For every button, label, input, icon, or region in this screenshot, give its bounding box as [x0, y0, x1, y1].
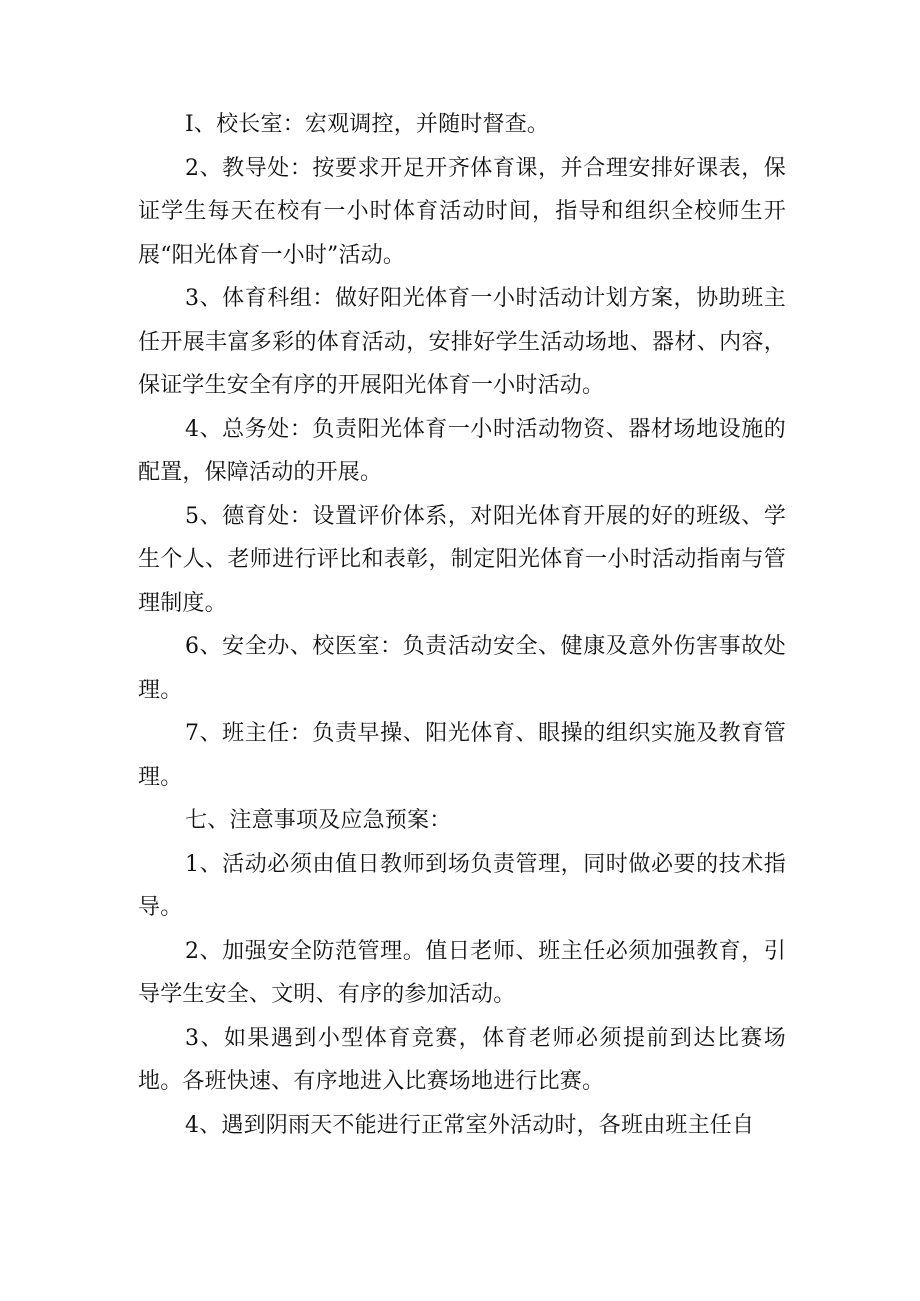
paragraph-general-affairs: 4、总务处：负责阳光体育一小时活动物资、器材场地设施的配置，保障活动的开展。 — [138, 416, 786, 485]
paragraph-precaution-3: 3、如果遇到小型体育竞赛，体育老师必须提前到达比赛场地。各班快速、有序地进入比赛场地进行比赛。 — [138, 1025, 786, 1094]
paragraph-pe-group: 3、体育科组：做好阳光体育一小时活动计划方案，协助班主任开展丰富多彩的体育活动，安排好学生活动场地、器材、内容，保证学生安全有序的开展阳光体育一小时活动。 — [138, 286, 786, 398]
paragraph-precaution-4: 4、遇到阴雨天不能进行正常室外活动时，各班由班主任自 — [185, 1112, 755, 1138]
paragraph-moral-education: 5、德育处：设置评价体系，对阳光体育开展的好的班级、学生个人、老师进行评比和表彰，制定阳光体育一小时活动指南与管理制度。 — [138, 503, 786, 616]
paragraph-principal-office: I、校长室：宏观调控，并随时督查。 — [185, 112, 550, 137]
paragraph-precaution-2: 2、加强安全防范管理。值日老师、班主任必须加强教育，引导学生安全、文明、有序的参加活动。 — [138, 938, 786, 1007]
document-body — [138, 103, 786, 1147]
paragraph-precaution-1: 1、活动必须由值日教师到场负责管理，同时做必要的技术指导。 — [138, 851, 786, 920]
paragraph-teaching-office: 2、教导处：按要求开足开齐体育课，并合理安排好课表，保证学生每天在校有一小时体育活动时间，指导和组织全校师生开展“阳光体育一小时”活动。 — [138, 155, 786, 268]
paragraph-class-teacher: 7、班主任：负责早操、阳光体育、眼操的组织实施及教育管理。 — [138, 721, 786, 790]
paragraph-safety-office: 6、安全办、校医室：负责活动安全、健康及意外伤害事故处理。 — [138, 634, 786, 703]
section-heading-precautions: 七、注意事项及应急预案： — [185, 808, 452, 833]
